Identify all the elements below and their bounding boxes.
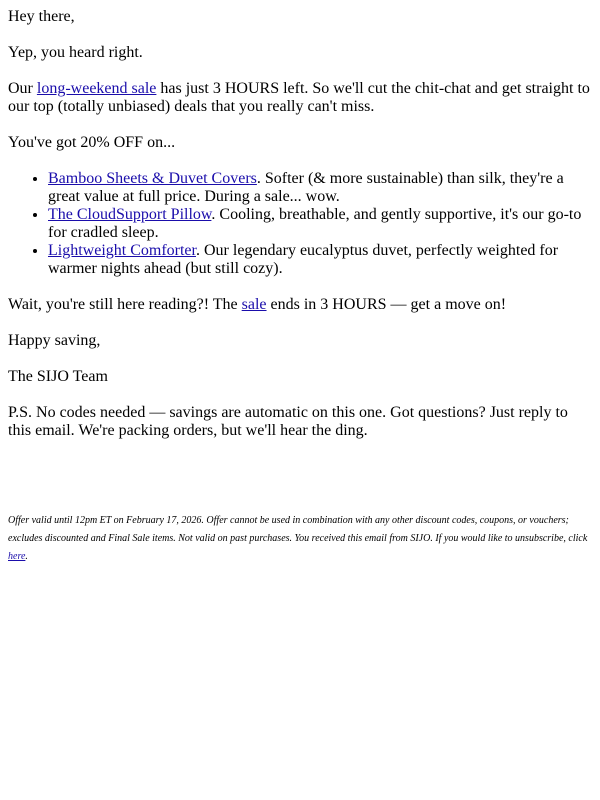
list-item	[48, 242, 592, 278]
footer-disclaimer	[8, 512, 592, 566]
reminder-prefix: Wait, you're still here reading?! The	[8, 296, 242, 313]
postscript: P.S. No codes needed — savings are automatic on this one. Got questions? Just reply to this email. We're packing orders, but we'll hear the ding.	[8, 404, 568, 439]
footer-text: Offer valid until 12pm ET on February 17, 2026. Offer cannot be used in combination with any other discount codes, coupons, or vouchers; excludes discounted and Final Sale items. Not valid on past purchases. You received this email from SIJO. If you would like to unsubscribe, click	[8, 515, 588, 544]
deals-list	[8, 170, 592, 278]
unsubscribe-link[interactable]: here	[8, 551, 26, 562]
deal-description: . Cooling, breathable, and gently supportive, it's our go-to for cradled sleep.	[48, 206, 582, 241]
lightweight-comforter-link[interactable]: Lightweight Comforter	[48, 242, 196, 259]
reminder-suffix: ends in 3 HOURS — get a move on!	[266, 296, 507, 313]
sale-paragraph	[8, 80, 592, 116]
list-item	[48, 170, 592, 206]
sale-suffix: has just 3 HOURS left. So we'll cut the chit-chat and get straight to our top (totally unbiased) deals that you really can't miss.	[8, 80, 590, 115]
deal-description: . Our legendary eucalyptus duvet, perfectly weighted for warmer nights ahead (but still cozy).	[48, 242, 559, 277]
intro-line: Yep, you heard right.	[8, 44, 143, 61]
sale-link[interactable]: sale	[241, 296, 267, 313]
reminder-paragraph	[8, 296, 592, 314]
spacer	[8, 458, 592, 512]
long-weekend-sale-link[interactable]: long-weekend sale	[36, 80, 157, 97]
deal-description: . Softer (& more sustainable) than silk, they're a great value at full price. During a sale... wow.	[48, 170, 564, 205]
greeting: Hey there,	[8, 8, 75, 25]
cloudsupport-pillow-link[interactable]: The CloudSupport Pillow	[48, 206, 212, 223]
sale-prefix: Our	[8, 80, 37, 97]
offer-line: You've got 20% OFF on...	[8, 134, 176, 151]
bamboo-sheets-link[interactable]: Bamboo Sheets & Duvet Covers	[48, 170, 257, 187]
list-item	[48, 206, 592, 242]
team-signature: The SIJO Team	[8, 368, 108, 385]
footer-end: .	[25, 551, 28, 562]
signoff: Happy saving,	[8, 332, 101, 349]
